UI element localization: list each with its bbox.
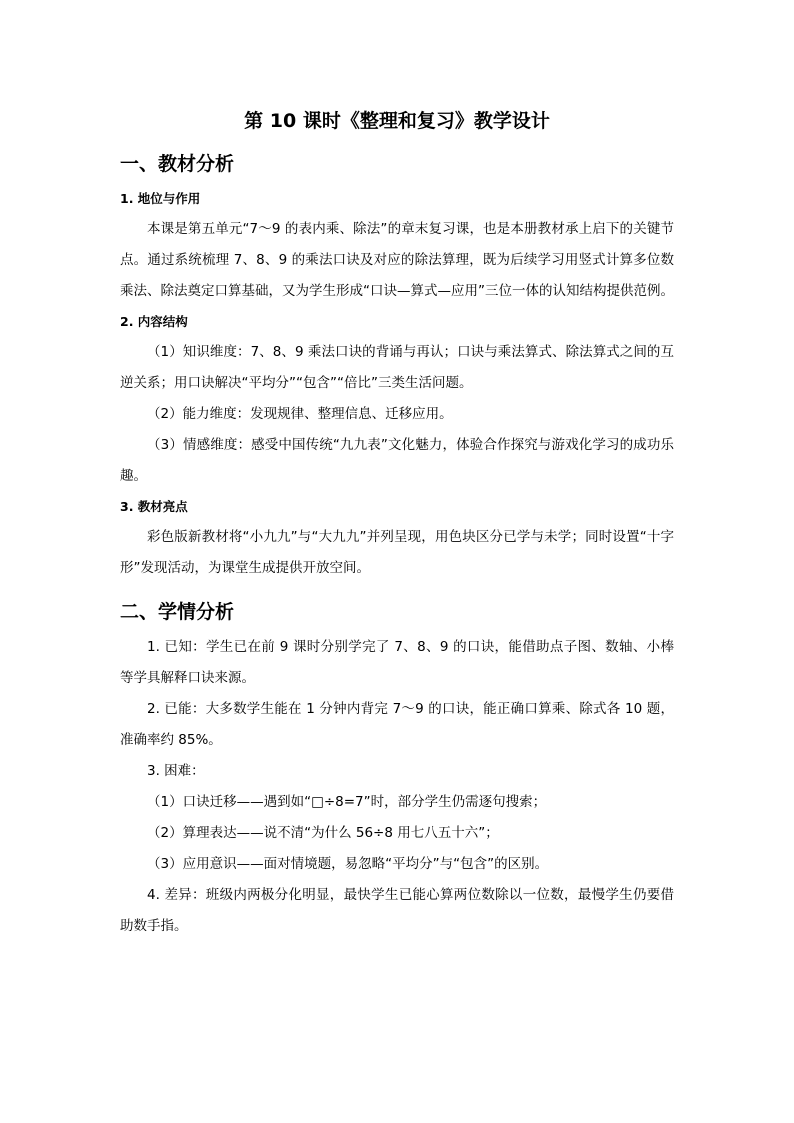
section-heading-student-analysis: 二、学情分析 (120, 601, 235, 623)
paragraph-differences: 4. 差异：班级内两极分化明显，最快学生已能心算两位数除以一位数，最慢学生仍要借助数手指。 (120, 887, 674, 934)
paragraph-difficulty-2: （2）算理表达——说不清“为什么 56÷8 用七八五十六”； (147, 825, 499, 841)
paragraph-able: 2. 已能：大多数学生能在 1 分钟内背完 7～9 的口诀，能正确口算乘、除式各 10 题，准确率约 85%。 (120, 701, 674, 748)
paragraph-ability-dimension: （2）能力维度：发现规律、整理信息、迁移应用。 (147, 406, 453, 422)
paragraph-textbook-highlights: 彩色版新教材将“小九九”与“大九九”并列呈现，用色块区分已学与未学；同时设置“十字形”发现活动，为课堂生成提供开放空间。 (120, 529, 674, 576)
paragraph-known: 1. 已知：学生已在前 9 课时分别学完了 7、8、9 的口诀，能借助点子图、数轴、小棒等学具解释口诀来源。 (120, 639, 674, 686)
subheading-position-role: 1. 地位与作用 (120, 191, 201, 206)
subheading-textbook-highlights: 3. 教材亮点 (120, 499, 188, 514)
paragraph-knowledge-dimension: （1）知识维度：7、8、9 乘法口诀的背诵与再认；口诀与乘法算式、除法算式之间的互逆关系；用口诀解决“平均分”“包含”“倍比”三类生活问题。 (120, 344, 674, 391)
paragraph-difficulties: 3. 困难： (147, 763, 205, 779)
paragraph-position-role: 本课是第五单元“7～9 的表内乘、除法”的章末复习课，也是本册教材承上启下的关键节点。通过系统梳理 7、8、9 的乘法口诀及对应的除法算理，既为后续学习用竖式计算多位数乘法、除法奠定口算基础，又为学生形成“口诀—算式—应用”三位一体的认知结构提供范例。 (120, 221, 674, 299)
section-heading-textbook-analysis: 一、教材分析 (120, 153, 235, 175)
document-title: 第 10 课时《整理和复习》教学设计 (244, 110, 550, 132)
subheading-content-structure: 2. 内容结构 (120, 314, 188, 329)
paragraph-emotion-dimension: （3）情感维度：感受中国传统“九九表”文化魅力，体验合作探究与游戏化学习的成功乐趣。 (120, 437, 674, 484)
paragraph-difficulty-3: （3）应用意识——面对情境题，易忽略“平均分”与“包含”的区别。 (147, 856, 549, 872)
paragraph-difficulty-1: （1）口诀迁移——遇到如“□÷8=7”时，部分学生仍需逐句搜索； (147, 794, 547, 810)
